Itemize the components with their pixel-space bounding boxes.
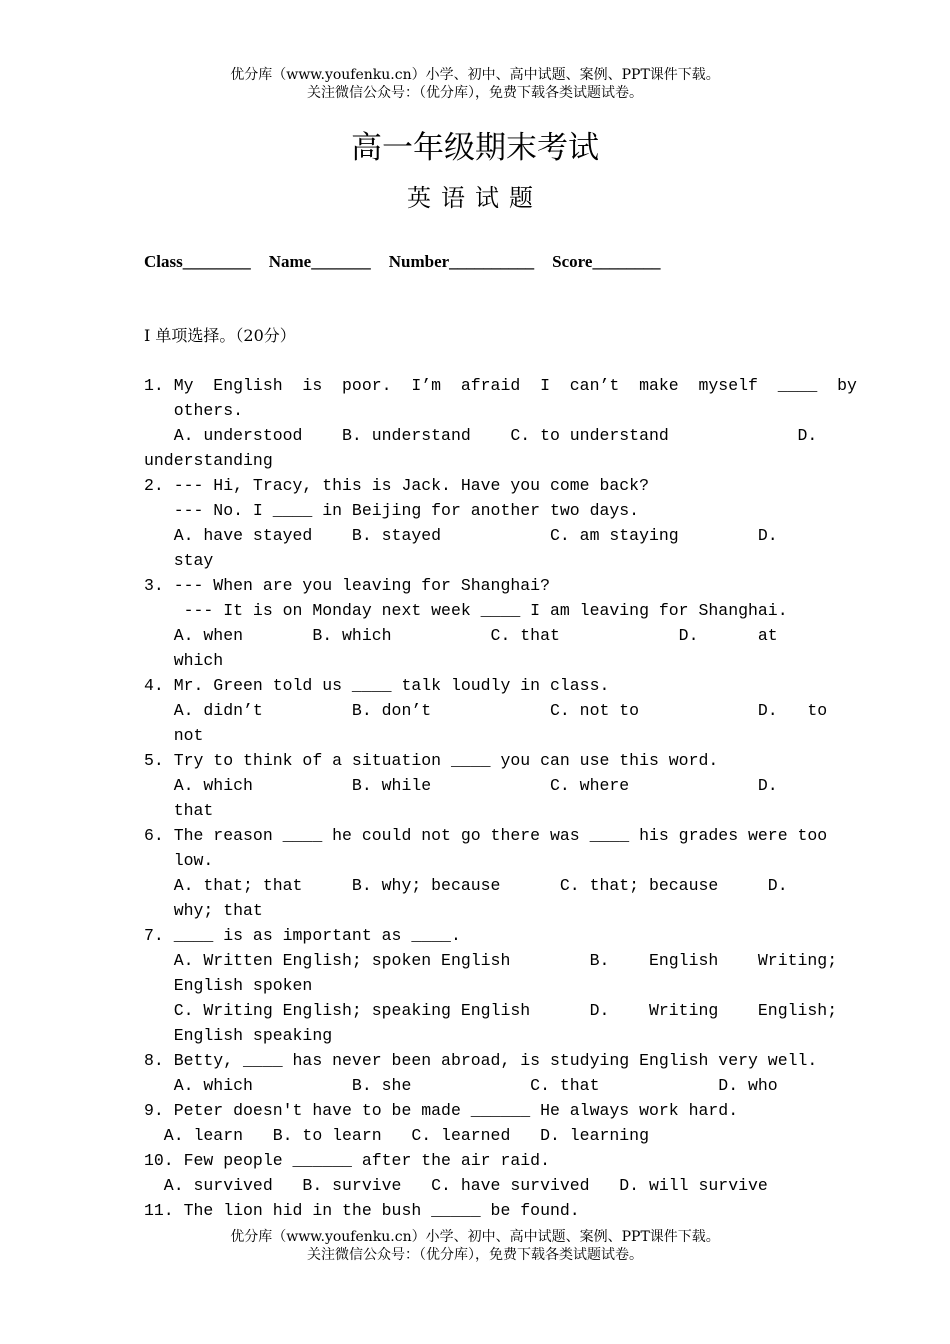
exam-subtitle: 英语试题	[407, 184, 543, 212]
student-info	[144, 250, 678, 274]
question-line: 5. Try to think of a situation ____ you can use this word.	[144, 751, 719, 770]
question-line: that	[144, 801, 214, 820]
section-title: I 单项选择。（20分）	[144, 326, 296, 345]
question-line: understanding	[144, 451, 273, 470]
question-line: others.	[144, 401, 244, 420]
question-line: A. which B. she C. that D. who	[144, 1076, 778, 1095]
footer-line-2: 关注微信公众号：（优分库），免费下载各类试题试卷。	[307, 1247, 643, 1263]
header-line-2: 关注微信公众号：（优分库），免费下载各类试题试卷。	[307, 85, 643, 101]
question-line: English spoken	[144, 976, 313, 995]
question-line: 11. The lion hid in the bush _____ be found.	[144, 1201, 580, 1220]
question-line: A. survived B. survive C. have survived D. will survive	[144, 1176, 768, 1195]
question-line: low.	[144, 851, 214, 870]
question-line: stay	[144, 551, 214, 570]
question-line: 3. --- When are you leaving for Shanghai?	[144, 576, 550, 595]
question-line: A. that; that B. why; because C. that; because D.	[144, 876, 788, 895]
question-line: 6. The reason ____ he could not go there was ____ his grades were too	[144, 826, 828, 845]
score-field: Score________	[552, 252, 661, 271]
question-line: A. understood B. understand C. to understand D.	[144, 426, 818, 445]
site-footer	[0, 1228, 950, 1264]
number-field: Number__________	[388, 252, 535, 271]
name-field: Name_______	[268, 252, 371, 271]
question-line: A. have stayed B. stayed C. am staying D.	[144, 526, 778, 545]
question-line: why; that	[144, 901, 263, 920]
question-line: A. which B. while C. where D.	[144, 776, 778, 795]
exam-title: 高一年级期末考试	[351, 130, 599, 166]
footer-line-1: 优分库（www.youfenku.cn）小学、初中、高中试题、案例、PPT课件下载。	[230, 1229, 720, 1245]
class-field: Class________	[144, 252, 251, 271]
question-line: --- No. I ____ in Beijing for another two days.	[144, 501, 640, 520]
question-line: 9. Peter doesn't have to be made ______ He always work hard.	[144, 1101, 739, 1120]
question-line: A. didn’t B. don’t C. not to D. to	[144, 701, 828, 720]
question-line: 10. Few people ______ after the air raid.	[144, 1151, 550, 1170]
question-line: 2. --- Hi, Tracy, this is Jack. Have you come back?	[144, 476, 649, 495]
question-line: A. when B. which C. that D. at	[144, 626, 778, 645]
question-line: English speaking	[144, 1026, 333, 1045]
question-line: which	[144, 651, 224, 670]
question-line: A. learn B. to learn C. learned D. learning	[144, 1126, 649, 1145]
question-line: 8. Betty, ____ has never been abroad, is studying English very well.	[144, 1051, 818, 1070]
question-line: 7. ____ is as important as ____.	[144, 926, 461, 945]
question-line: 4. Mr. Green told us ____ talk loudly in class.	[144, 676, 610, 695]
header-line-1: 优分库（www.youfenku.cn）小学、初中、高中试题、案例、PPT课件下载。	[230, 67, 720, 83]
site-header	[0, 66, 950, 102]
question-line: A. Written English; spoken English B. English Writing;	[144, 951, 838, 970]
question-line: C. Writing English; speaking English D. Writing English;	[144, 1001, 838, 1020]
question-line: 1. My English is poor. I’m afraid I can’t make myself ____ by	[144, 376, 857, 395]
question-line: --- It is on Monday next week ____ I am leaving for Shanghai.	[144, 601, 788, 620]
question-line: not	[144, 726, 204, 745]
